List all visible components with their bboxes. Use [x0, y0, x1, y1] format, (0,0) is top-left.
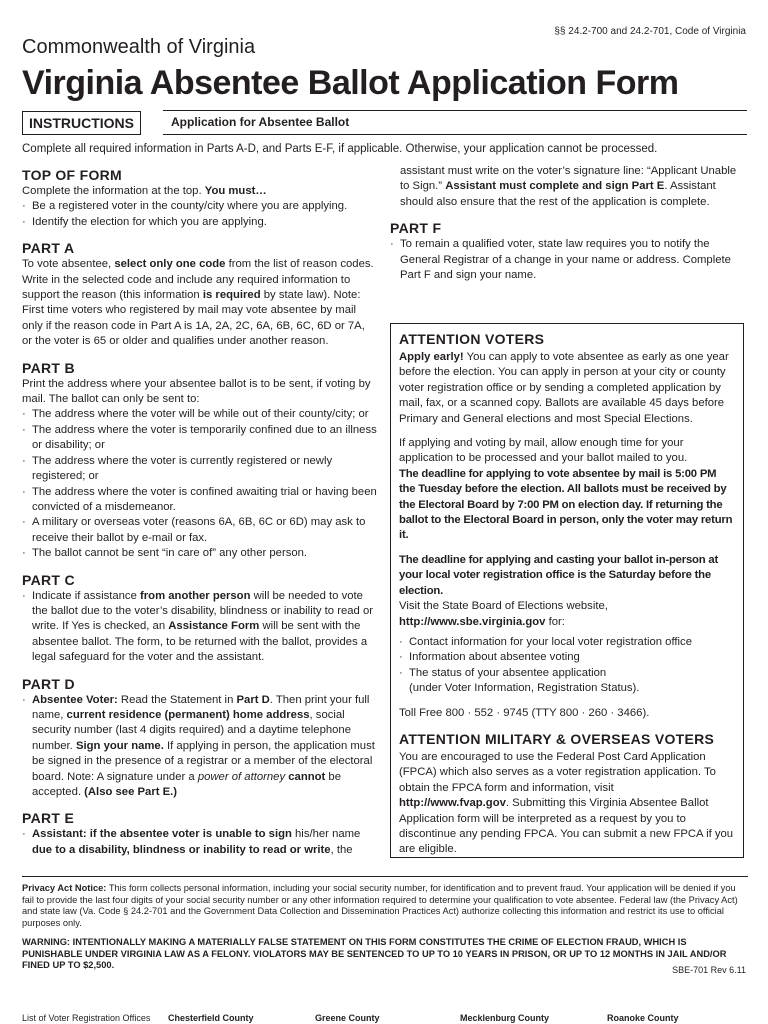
privacy-notice: Privacy Act Notice: This form collects personal information, including your social security number, for identification and to prevent fraud. Your application will be denied if you fail to provide the last four digits of your social security number or any other information required to determine your qualification to vote absentee. Federal law (the Privacy Act) and state law (Va. Code § 24.2-701 and the Government Data Collection and Dissemination Practices Act) authorize collecting this information and restrict its use to official purposes only.: [22, 883, 738, 928]
part-b-list: [22, 407, 378, 561]
attention-text: Apply early! You can apply to vote absentee as early as one year before the election. You can apply in person at your city or county voter registration office or by sending a completed application by mail, fax, or a scanned copy. Ballots are available 45 days before Primary and General elections and most Special Elections.: [399, 351, 729, 425]
part-c-heading: PART C: [22, 571, 75, 588]
divider: [22, 876, 748, 877]
list-item: · The address where the voter will be while out of their county/city; or: [22, 407, 378, 422]
military-text: You are encouraged to use the Federal Post Card Application (FPCA) which also serves as a voter registration application. To obtain the FPCA form and information, visit http://www.fvap.gov. Submitting this Virginia Absentee Ballot Application form will be interpreted as a request by you to discontinue any pending FPCA. You can submit a new FPCA if you are eligible.: [399, 750, 734, 856]
footer-county: Chesterfield County: [168, 1013, 254, 1023]
instructions-label: INSTRUCTIONS: [22, 111, 141, 135]
list-item: · The status of your absentee application (under Voter Information, Registration Status).: [399, 666, 735, 697]
list-item: · Assistant: if the absentee voter is unable to sign his/her name due to a disability, blindness or inability to read or write, the: [22, 827, 378, 858]
footer-county: Mecklenburg County: [460, 1013, 550, 1023]
list-item: · Absentee Voter: Read the Statement in Part D. Then print your full name, current residence (permanent) home address, social security number (last 4 digits required) and a daytime telephone number. Sign your name. If applying in person, the application must be signed in the presence of a registrar or a member of the electoral board. Note: A signature under a power of attorney cannot be accepted. (Also see Part E.): [22, 693, 378, 801]
divider: [163, 134, 747, 135]
list-item: · Contact information for your local voter registration office: [399, 635, 735, 650]
attention-mail-text: If applying and voting by mail, allow enough time for your application to be processed and your ballot mailed to you. The deadline for applying to vote absentee by mail is 5:00 PM the Tuesday before the election. All ballots must be received by the Electoral Board by 7:00 PM on election day. If returning the ballot to the Electoral Board in person, only the voter may return it.: [399, 437, 733, 542]
footer-county: Greene County: [315, 1013, 380, 1023]
part-a-heading: PART A: [22, 240, 75, 257]
footer-county: Roanoke County: [607, 1013, 679, 1023]
part-d-list: [22, 693, 378, 801]
fraud-warning: WARNING: INTENTIONALLY MAKING A MATERIALLY FALSE STATEMENT ON THIS FORM CONSTITUTES THE CRIME OF ELECTION FRAUD, WHICH IS PUNISHABLE UNDER VIRGINIA LAW AS A FELONY. VIOLATORS MAY BE SENTENCED TO UP TO 10 YEARS IN PRISON, OR UP TO 12 MONTHS IN JAIL AND/OR FINED UP TO $2,500.: [22, 937, 727, 970]
list-item: · A military or overseas voter (reasons 6A, 6B, 6C or 6D) may ask to receive their ballot by e-mail or fax.: [22, 515, 378, 546]
part-f-list: [390, 237, 748, 283]
footer-label: List of Voter Registration Offices: [22, 1013, 151, 1023]
list-item: · Information about absentee voting: [399, 650, 735, 665]
top-of-form-intro: Complete the information at the top. You must…: [22, 185, 267, 197]
left-column: [22, 166, 378, 858]
lead-text: Complete all required information in Parts A-D, and Parts E-F, if applicable. Otherwise, your application cannot be processed.: [22, 143, 658, 155]
list-item: · The address where the voter is confined awaiting trial or having been convicted of a misdemeanor.: [22, 485, 378, 516]
list-item: · Indicate if assistance from another person will be needed to vote the ballot due to the voter’s disability, blindness or inability to read or write. If Yes is checked, an Assistance Form will be sent with the absentee ballot. The form, to be returned with the ballot, provides a legal safeguard for the voter and the assistant.: [22, 589, 378, 666]
part-f-heading: PART F: [390, 220, 442, 237]
list-item: · Identify the election for which you are applying.: [22, 215, 378, 230]
toll-free-number: Toll Free 800 · 552 · 9745 (TTY 800 · 260 · 3466).: [399, 706, 650, 719]
part-e-list: [22, 827, 378, 858]
attention-heading: ATTENTION VOTERS: [399, 331, 545, 347]
attention-box: [390, 323, 744, 858]
top-of-form-list: [22, 199, 378, 230]
list-item: · Be a registered voter in the county/city where you are applying.: [22, 199, 378, 214]
form-revision: SBE-701 Rev 6.11: [672, 965, 746, 975]
part-d-heading: PART D: [22, 675, 75, 692]
attention-inperson-text: The deadline for applying and casting your ballot in-person at your local voter registration office is the Saturday before the election. Visit the State Board of Elections website, http://www.sbe.virginia.gov for:: [399, 553, 719, 628]
part-a-text: To vote absentee, select only one code from the list of reason codes. Write in the selected code and include any required information to support the reason (this information is required by state law). Note: First time voters who registered by mail may vote absentee by mail only if the reason code in Part A is 1A, 2A, 2C, 6A, 6B, 6C, 6D or 7A, or the voter is 65 or older and qualifies under another reason.: [22, 258, 374, 348]
page-title: Virginia Absentee Ballot Application Form: [22, 64, 679, 102]
part-b-heading: PART B: [22, 359, 75, 376]
code-reference: §§ 24.2-700 and 24.2-701, Code of Virginia: [554, 26, 746, 37]
right-column: [390, 164, 748, 283]
part-c-list: [22, 589, 378, 666]
part-e-heading: PART E: [22, 810, 75, 827]
list-item: · The address where the voter is temporarily confined due to an illness or disability; or: [22, 423, 378, 454]
list-item: · The ballot cannot be sent “in care of” any other person.: [22, 546, 378, 561]
military-heading: ATTENTION MILITARY & OVERSEAS VOTERS: [399, 730, 715, 747]
state-name: Commonwealth of Virginia: [22, 36, 256, 58]
part-e-continued: assistant must write on the voter’s signature line: “Applicant Unable to Sign.” Assistant must complete and sign Part E. Assistant should also ensure that the rest of the application is complete.: [400, 165, 737, 208]
instructions-subtitle: Application for Absentee Ballot: [171, 115, 350, 129]
list-item: · To remain a qualified voter, state law requires you to notify the General Registrar of a change in your name or address. Complete Part F and sign your name.: [390, 237, 748, 283]
list-item: · The address where the voter is currently registered or newly registered; or: [22, 454, 378, 485]
attention-list: [399, 635, 735, 697]
top-of-form-heading: TOP OF FORM: [22, 167, 123, 183]
part-b-intro: Print the address where your absentee ballot is to be sent, if voting by mail. The ballot can only be sent to:: [22, 377, 371, 406]
divider: [163, 110, 747, 111]
